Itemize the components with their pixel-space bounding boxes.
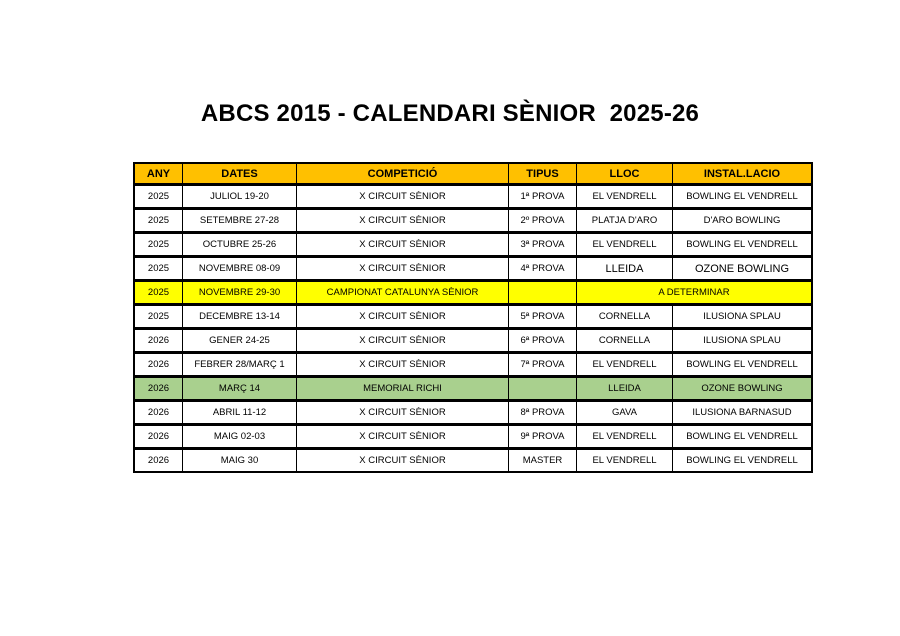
cell-competicio: X CIRCUIT SÈNIOR bbox=[297, 306, 509, 330]
cell-any: 2026 bbox=[135, 402, 183, 426]
cell-any: 2026 bbox=[135, 450, 183, 471]
cell-dates: JULIOL 19-20 bbox=[183, 186, 297, 210]
cell-lloc: LLEIDA bbox=[577, 378, 673, 402]
cell-tipus: 8ª PROVA bbox=[509, 402, 577, 426]
cell-lloc: EL VENDRELL bbox=[577, 354, 673, 378]
cell-tipus: 1ª PROVA bbox=[509, 186, 577, 210]
cell-lloc: CORNELLA bbox=[577, 306, 673, 330]
column-header-dates: DATES bbox=[183, 164, 297, 186]
cell-instalacio: ILUSIONA SPLAU bbox=[673, 330, 811, 354]
cell-instalacio: BOWLING EL VENDRELL bbox=[673, 186, 811, 210]
cell-tipus: MASTER bbox=[509, 450, 577, 471]
cell-any: 2026 bbox=[135, 426, 183, 450]
page-title: ABCS 2015 - CALENDARI SÈNIOR 2025-26 bbox=[200, 100, 700, 127]
cell-competicio: X CIRCUIT SÈNIOR bbox=[297, 426, 509, 450]
cell-competicio: X CIRCUIT SÈNIOR bbox=[297, 354, 509, 378]
table-header-row bbox=[135, 164, 811, 186]
cell-lloc: CORNELLA bbox=[577, 330, 673, 354]
cell-competicio: X CIRCUIT SÈNIOR bbox=[297, 210, 509, 234]
table-row bbox=[135, 258, 811, 282]
cell-competicio: X CIRCUIT SÈNIOR bbox=[297, 450, 509, 471]
cell-dates: ABRIL 11-12 bbox=[183, 402, 297, 426]
cell-lloc: EL VENDRELL bbox=[577, 426, 673, 450]
cell-tipus: 5ª PROVA bbox=[509, 306, 577, 330]
cell-any: 2025 bbox=[135, 282, 183, 306]
cell-tipus: 2º PROVA bbox=[509, 210, 577, 234]
cell-any: 2025 bbox=[135, 186, 183, 210]
table-row bbox=[135, 210, 811, 234]
cell-competicio: X CIRCUIT SÈNIOR bbox=[297, 258, 509, 282]
cell-competicio: CAMPIONAT CATALUNYA SÈNIOR bbox=[297, 282, 509, 306]
cell-instalacio: OZONE BOWLING bbox=[673, 378, 811, 402]
cell-lloc: EL VENDRELL bbox=[577, 234, 673, 258]
cell-instalacio: BOWLING EL VENDRELL bbox=[686, 455, 798, 466]
cell-dates: GENER 24-25 bbox=[183, 330, 297, 354]
cell-competicio: X CIRCUIT SÈNIOR bbox=[297, 186, 509, 210]
cell-competicio: MEMORIAL RICHI bbox=[297, 378, 509, 402]
calendar-table bbox=[133, 162, 813, 473]
column-header-competicio: COMPETICIÓ bbox=[297, 164, 509, 186]
table-row bbox=[135, 426, 811, 450]
cell-dates: NOVEMBRE 08-09 bbox=[183, 258, 297, 282]
table-row bbox=[135, 402, 811, 426]
cell-tipus: 9ª PROVA bbox=[509, 426, 577, 450]
cell-any: 2025 bbox=[135, 210, 183, 234]
cell-any: 2026 bbox=[135, 378, 183, 402]
table-row bbox=[135, 450, 811, 471]
cell-any: 2025 bbox=[135, 306, 183, 330]
cell-any: 2025 bbox=[135, 258, 183, 282]
cell-tipus: 3ª PROVA bbox=[509, 234, 577, 258]
table-row bbox=[135, 234, 811, 258]
table-row bbox=[135, 186, 811, 210]
column-header-any: ANY bbox=[135, 164, 183, 186]
cell-lloc: EL VENDRELL bbox=[577, 186, 673, 210]
cell-tipus: 4ª PROVA bbox=[509, 258, 577, 282]
cell-any: 2026 bbox=[135, 354, 183, 378]
cell-instalacio: D'ARO BOWLING bbox=[673, 210, 811, 234]
column-header-tipus: TIPUS bbox=[509, 164, 577, 186]
cell-lloc: LLEIDA bbox=[577, 258, 673, 282]
cell-lloc: GAVA bbox=[577, 402, 673, 426]
cell-competicio: X CIRCUIT SÈNIOR bbox=[297, 402, 509, 426]
cell-tipus bbox=[509, 282, 577, 306]
cell-dates: MAIG 02-03 bbox=[183, 426, 297, 450]
cell-tipus bbox=[509, 378, 577, 402]
cell-instalacio: BOWLING EL VENDRELL bbox=[673, 354, 811, 378]
cell-competicio: X CIRCUIT SÈNIOR bbox=[297, 330, 509, 354]
cell-dates: MAIG 30 bbox=[183, 450, 297, 471]
column-header-lloc: LLOC bbox=[577, 164, 673, 186]
cell-instalacio: BOWLING EL VENDRELL bbox=[673, 234, 811, 258]
cell-any: 2025 bbox=[135, 234, 183, 258]
cell-instalacio: OZONE BOWLING bbox=[673, 258, 811, 282]
cell-lloc: PLATJA D'ARO bbox=[577, 210, 673, 234]
cell-merged-location: A DETERMINAR bbox=[577, 282, 811, 306]
cell-dates: DECEMBRE 13-14 bbox=[183, 306, 297, 330]
cell-instalacio: ILUSIONA SPLAU bbox=[673, 306, 811, 330]
table-row bbox=[135, 354, 811, 378]
cell-dates: FEBRER 28/MARÇ 1 bbox=[183, 354, 297, 378]
table-row-highlighted bbox=[135, 378, 811, 402]
table-row bbox=[135, 330, 811, 354]
cell-any: 2026 bbox=[135, 330, 183, 354]
cell-instalacio: ILUSIONA BARNASUD bbox=[673, 402, 811, 426]
column-header-instalacio: INSTAL.LACIO bbox=[673, 164, 811, 186]
cell-competicio: X CIRCUIT SÈNIOR bbox=[297, 234, 509, 258]
cell-tipus: 7ª PROVA bbox=[509, 354, 577, 378]
cell-instalacio: BOWLING EL VENDRELL bbox=[673, 426, 811, 450]
cell-lloc: EL VENDRELL bbox=[577, 450, 673, 471]
cell-dates: MARÇ 14 bbox=[183, 378, 297, 402]
cell-dates: NOVEMBRE 29-30 bbox=[183, 282, 297, 306]
cell-dates: OCTUBRE 25-26 bbox=[183, 234, 297, 258]
cell-tipus: 6ª PROVA bbox=[509, 330, 577, 354]
table-row-highlighted bbox=[135, 282, 811, 306]
cell-dates: SETEMBRE 27-28 bbox=[183, 210, 297, 234]
table-row bbox=[135, 306, 811, 330]
